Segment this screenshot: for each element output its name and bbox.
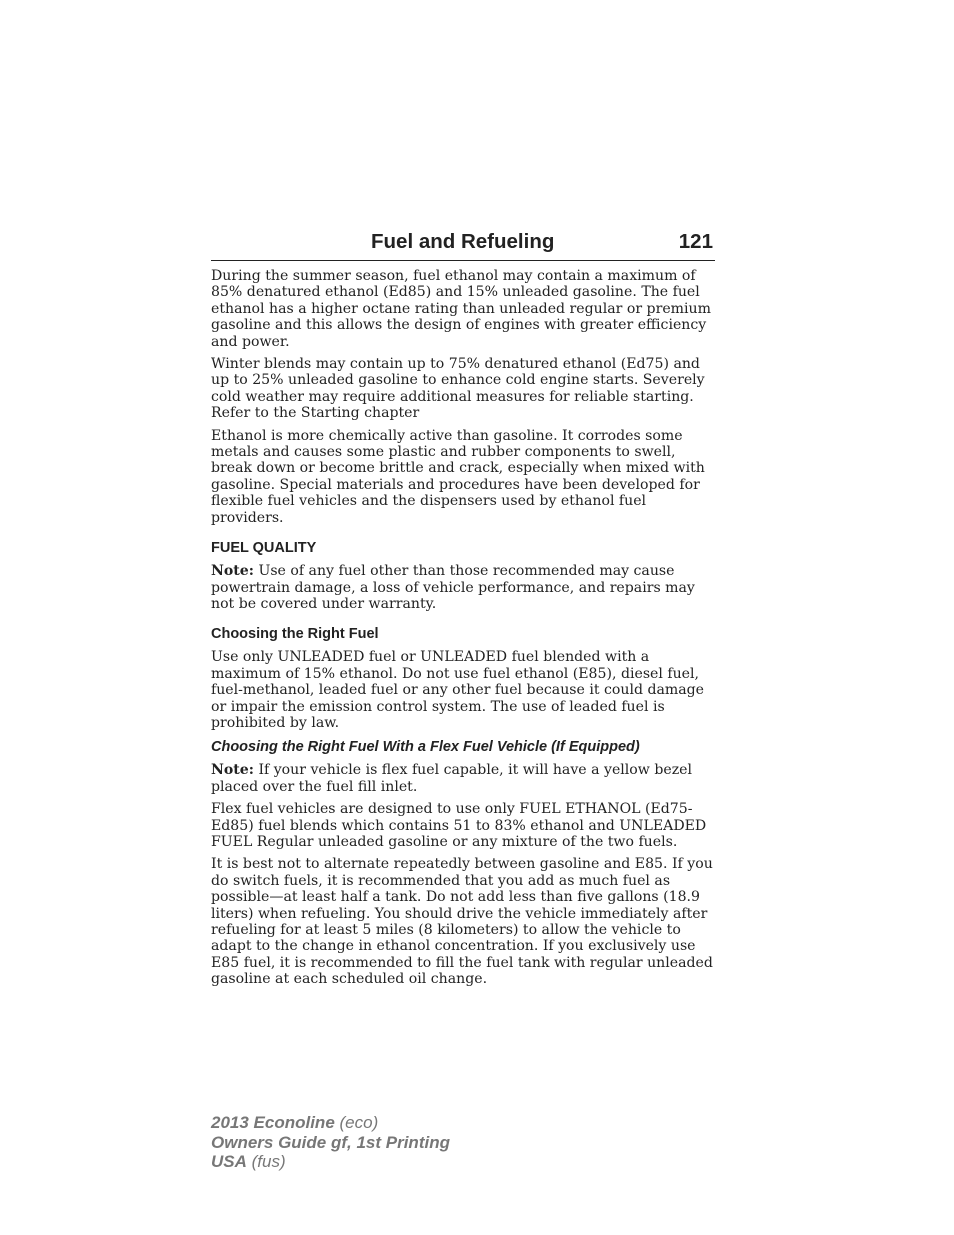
heading-fuel-quality: FUEL QUALITY — [211, 540, 317, 557]
note-text: If your vehicle is flex fuel capable, it will have a yellow bezel placed over the fuel fill inlet. — [211, 762, 692, 795]
note-flex-fuel — [211, 762, 719, 795]
page-number: 121 — [678, 230, 713, 253]
footer-region-code: (fus) — [246, 1152, 286, 1171]
main-content — [211, 268, 719, 994]
paragraph-winter-blend: Winter blends may contain up to 75% denatured ethanol (Ed75) and up to 25% unleaded gasoline to enhance cold engine starts. Severely cold weather may require additional measures for reliable starting. Refer to the Starting chapter — [211, 356, 705, 422]
note-text: Use of any fuel other than those recommended may cause powertrain damage, a loss of vehicle performance, and repairs may not be covered under warranty. — [211, 563, 695, 612]
paragraph-summer-blend: During the summer season, fuel ethanol may contain a maximum of 85% denatured ethanol (Ed85) and 15% unleaded gasoline. The fuel ethanol has a higher octane rating than unleaded regular or premium gasoline and this allows the design of engines with greater efficiency and power. — [211, 268, 711, 350]
footer-line-guide: Owners Guide gf, 1st Printing — [211, 1132, 450, 1152]
footer-line-region — [211, 1152, 450, 1172]
page-footer — [211, 1113, 450, 1172]
heading-flex-fuel: Choosing the Right Fuel With a Flex Fuel Vehicle (If Equipped) — [211, 739, 640, 756]
paragraph-flex-fuel-blends: Flex fuel vehicles are designed to use only FUEL ETHANOL (Ed75-Ed85) fuel blends which contains 51 to 83% ethanol and UNLEADED FUEL Regular unleaded gasoline or any mixture of the two fuels. — [211, 801, 707, 850]
footer-region: USA — [211, 1152, 247, 1171]
page-title: Fuel and Refueling — [371, 230, 555, 253]
paragraph-right-fuel: Use only UNLEADED fuel or UNLEADED fuel blended with a maximum of 15% ethanol. Do not use fuel ethanol (E85), diesel fuel, fuel-methanol, leaded fuel or any other fuel because it could damage or impair the emission control system. The use of leaded fuel is prohibited by law. — [211, 649, 705, 731]
note-label: Note: — [211, 563, 254, 580]
paragraph-ethanol-activity: Ethanol is more chemically active than gasoline. It corrodes some metals and causes some plastic and rubber components to swell, break down or become brittle and crack, especially when mixed with gasoline. Special materials and procedures have been developed for flexible fuel vehicles and the dispensers used by ethanol fuel providers. — [211, 427, 705, 526]
heading-choosing-right-fuel: Choosing the Right Fuel — [211, 626, 379, 643]
paragraph-switching-fuels: It is best not to alternate repeatedly between gasoline and E85. If you do switch fuels, it is recommended that you add as much fuel as possible—at least half a tank. Do not add less than five gallons (18.9 liters) when refueling. You should drive the vehicle immediately after refueling for at least 5 miles (8 kilometers) to allow the vehicle to adapt to the change in ethanol concentration. If you exclusively use E85 fuel, it is recommended to fill the fuel tank with regular unleaded gasoline at each scheduled oil change. — [211, 856, 713, 988]
page-header — [211, 226, 715, 261]
note-label: Note: — [211, 762, 254, 779]
footer-model: 2013 Econoline — [211, 1113, 335, 1132]
footer-model-code: (eco) — [334, 1113, 379, 1132]
note-fuel-quality — [211, 563, 719, 612]
footer-line-model — [211, 1113, 450, 1133]
